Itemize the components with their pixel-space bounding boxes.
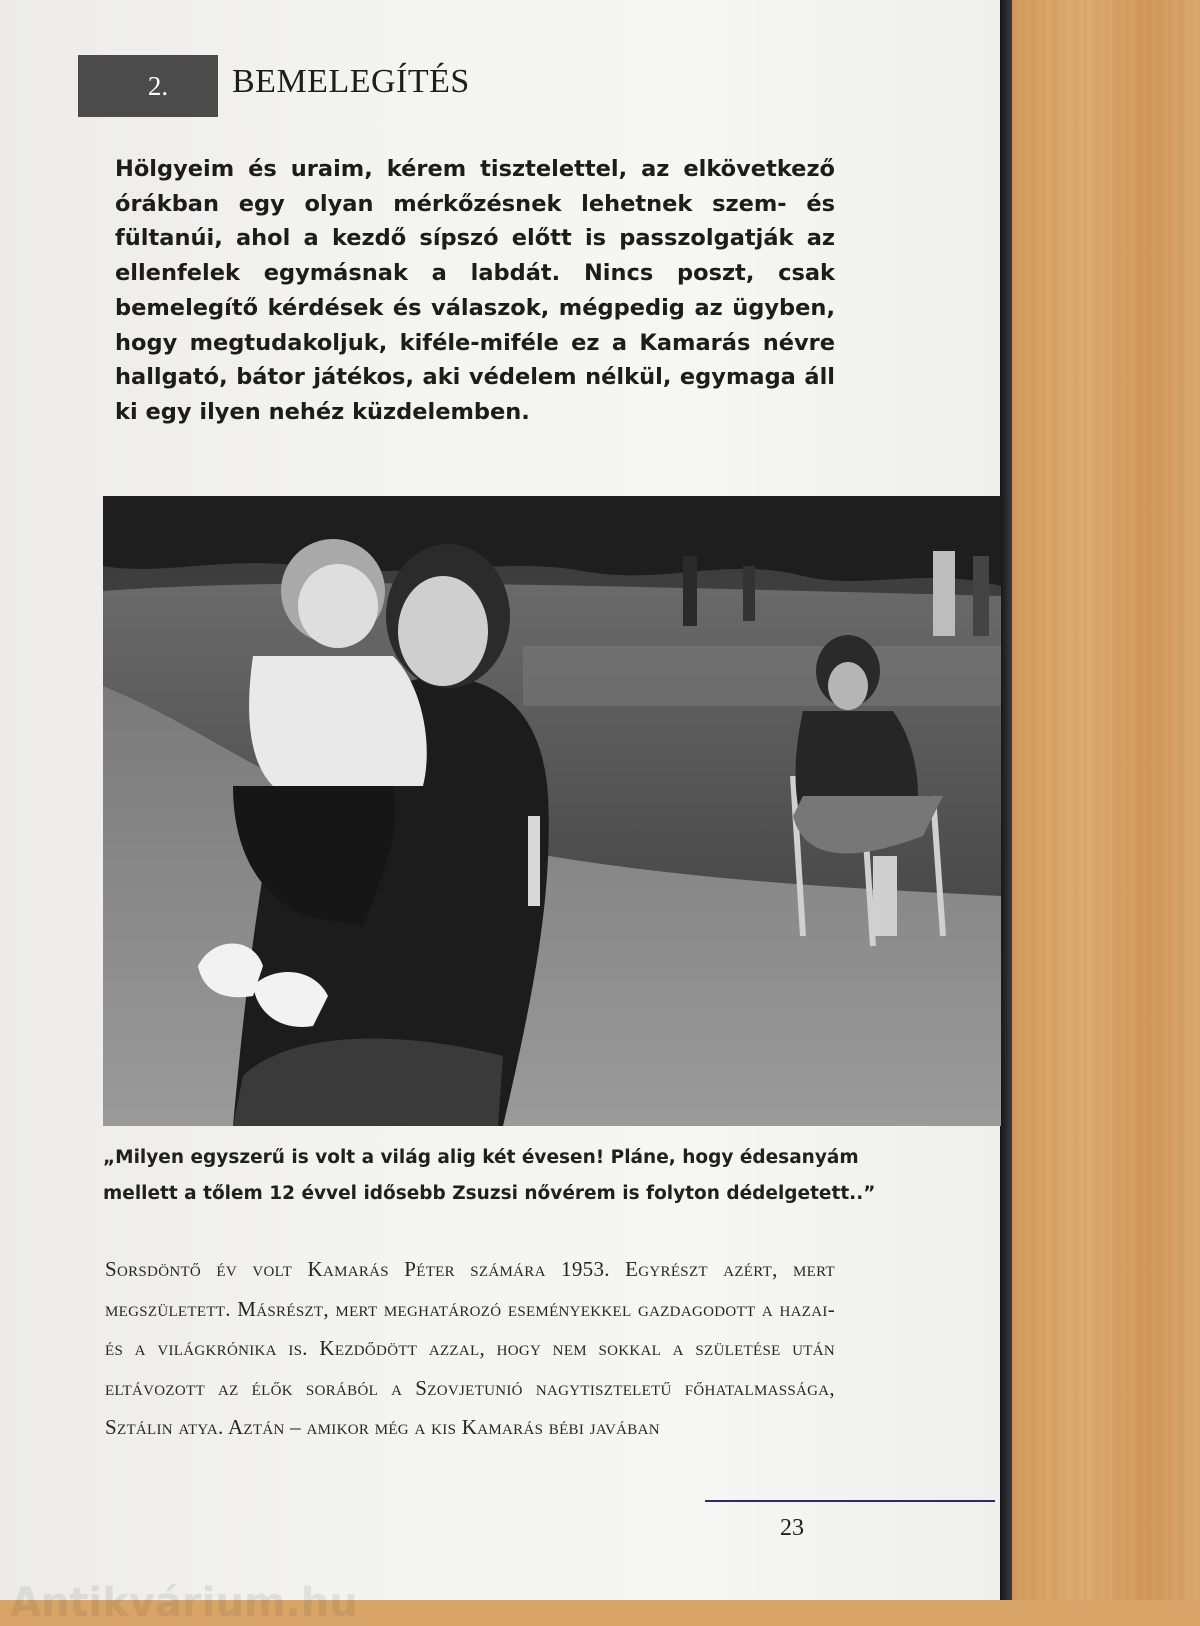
photo-caption: „Milyen egyszerű is volt a világ alig két évesen! Pláne, hogy édesanyám mellett a tőlem 12 évvel idősebb Zsuzsi nővérem is folyton dédelgetett..”	[103, 1147, 876, 1204]
chapter-number: 2.	[147, 70, 169, 101]
chapter-number-box	[78, 55, 218, 117]
intro-paragraph: Hölgyeim és uraim, kérem tisztelettel, az elkövetkező órákban egy olyan mérkőzésnek lehetnek szem- és fültanúi, ahol a kezdő sípszó előtt is passzolgatják az ellenfelek egymásnak a labdát. Nincs poszt, csak bemelegítő kérdések és válaszok, mégpedig az ügyben, hogy megtudakoljuk, kiféle-miféle ez a Kamarás névre hallgató, bátor játékos, aki védelem nélkül, egymaga áll ki egy ilyen nehéz küzdelemben.	[115, 156, 835, 425]
page-number: 23	[780, 1515, 804, 1541]
watermark-text: Antikvárium.hu	[10, 1580, 358, 1626]
body-paragraph: Sorsdöntő év volt Kamarás Péter számára 1953. Egyrészt azért, mert megszületett. Másrészt, mert meghatározó eseményekkel gazdagodott a hazai- és a világkrónika is. Kezdődött azzal, hogy nem sokkal a születése után eltávozott az élők sorából a Szovjetunió nagytiszteletű főhatalmassága, Sztálin atya. Aztán – amikor még a kis Kamarás bébi javában	[105, 1257, 835, 1439]
footer-rule	[705, 1500, 995, 1502]
wooden-table-background	[1000, 0, 1200, 1600]
chapter-title: BEMELEGÍTÉS	[232, 63, 470, 100]
family-photo	[103, 496, 1001, 1126]
